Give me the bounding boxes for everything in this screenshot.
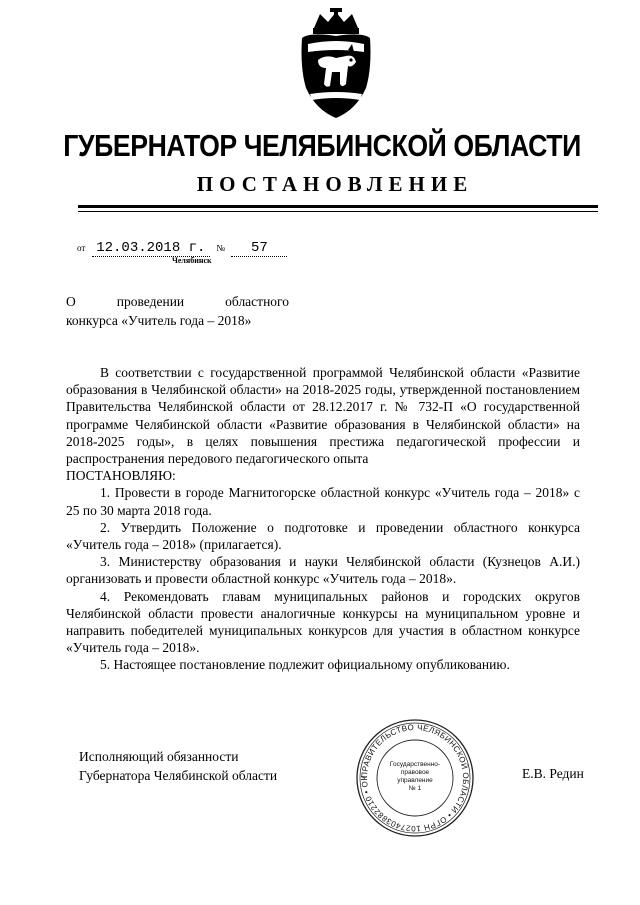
resolution-item-4: 4. Рекомендовать главам муниципальных районов и городских округов Челябинской области провести аналогичные конкурсы на муниципальном уровне и направить победителей муниципальных конкурсов для участия в областном конкурсе «Учитель года – 2018». (66, 588, 580, 656)
document-body (66, 364, 580, 674)
header-divider (78, 205, 598, 208)
signer-position-line-1: Исполняющий обязанности (79, 749, 239, 764)
seal-ring-text: ПРАВИТЕЛЬСТВО ЧЕЛЯБИНСКОЙ ОБЛАСТИ • ОГРН 1027403882210 • ОК (359, 722, 471, 834)
date-number-row (77, 240, 287, 257)
issue-city: Челябинск (172, 256, 212, 265)
preamble-paragraph: В соответствии с государственной программой Челябинской области «Развитие образования в Челябинской области» на 2018-2025 годы, утвержденной постановлением Правительства Челябинской области от 28.12.2017 г. № 732-П «О государственной программе Челябинской области «Развитие образования в Челябинской области» на 2018-2025 годы», в целях повышения престижа педагогической профессии и распространения передового педагогического опыта (66, 365, 580, 467)
resolution-item-5: 5. Настоящее постановление подлежит официальному опубликованию. (100, 657, 510, 673)
official-seal (354, 717, 476, 839)
number-label: № (216, 243, 225, 253)
document-date: 12.03.2018 г. (92, 240, 210, 257)
seal-center-line-1: Государственно- (389, 761, 441, 768)
document-subject (66, 292, 289, 330)
seal-center-line-2: правовое (400, 769, 430, 776)
document-number: 57 (231, 240, 287, 257)
signer-position-line-2: Губернатора Челябинской области (79, 768, 278, 783)
subject-line-2: конкурса «Учитель года – 2018» (66, 313, 252, 328)
signer-name: Е.В. Редин (522, 766, 584, 781)
seal-center-line-3: управление (397, 777, 433, 784)
date-label: от (77, 243, 86, 253)
resolution-item-3: 3. Министерству образования и науки Челябинской области (Кузнецов А.И.) организовать и провести областной конкурс «Учитель года – 2018». (66, 554, 580, 587)
seal-center-line-4: № 1 (408, 785, 422, 792)
subject-line-1: О проведении областного (66, 294, 289, 309)
resolution-item-1: 1. Провести в городе Магнитогорске областной конкурс «Учитель года – 2018» с 25 по 30 марта 2018 года. (66, 485, 580, 518)
header-divider-thin (78, 211, 598, 212)
document-type: ПОСТАНОВЛЕНИЕ (196, 172, 474, 196)
coat-of-arms-icon (296, 8, 376, 120)
resolution-item-2: 2. Утвердить Положение о подготовке и проведении областного конкурса «Учитель года – 2018» (прилагается). (66, 519, 580, 553)
authority-title: ГУБЕРНАТОР ЧЕЛЯБИНСКОЙ ОБЛАСТИ (63, 128, 581, 163)
signer-position (79, 747, 277, 785)
resolve-heading: ПОСТАНОВЛЯЮ: (66, 468, 176, 484)
